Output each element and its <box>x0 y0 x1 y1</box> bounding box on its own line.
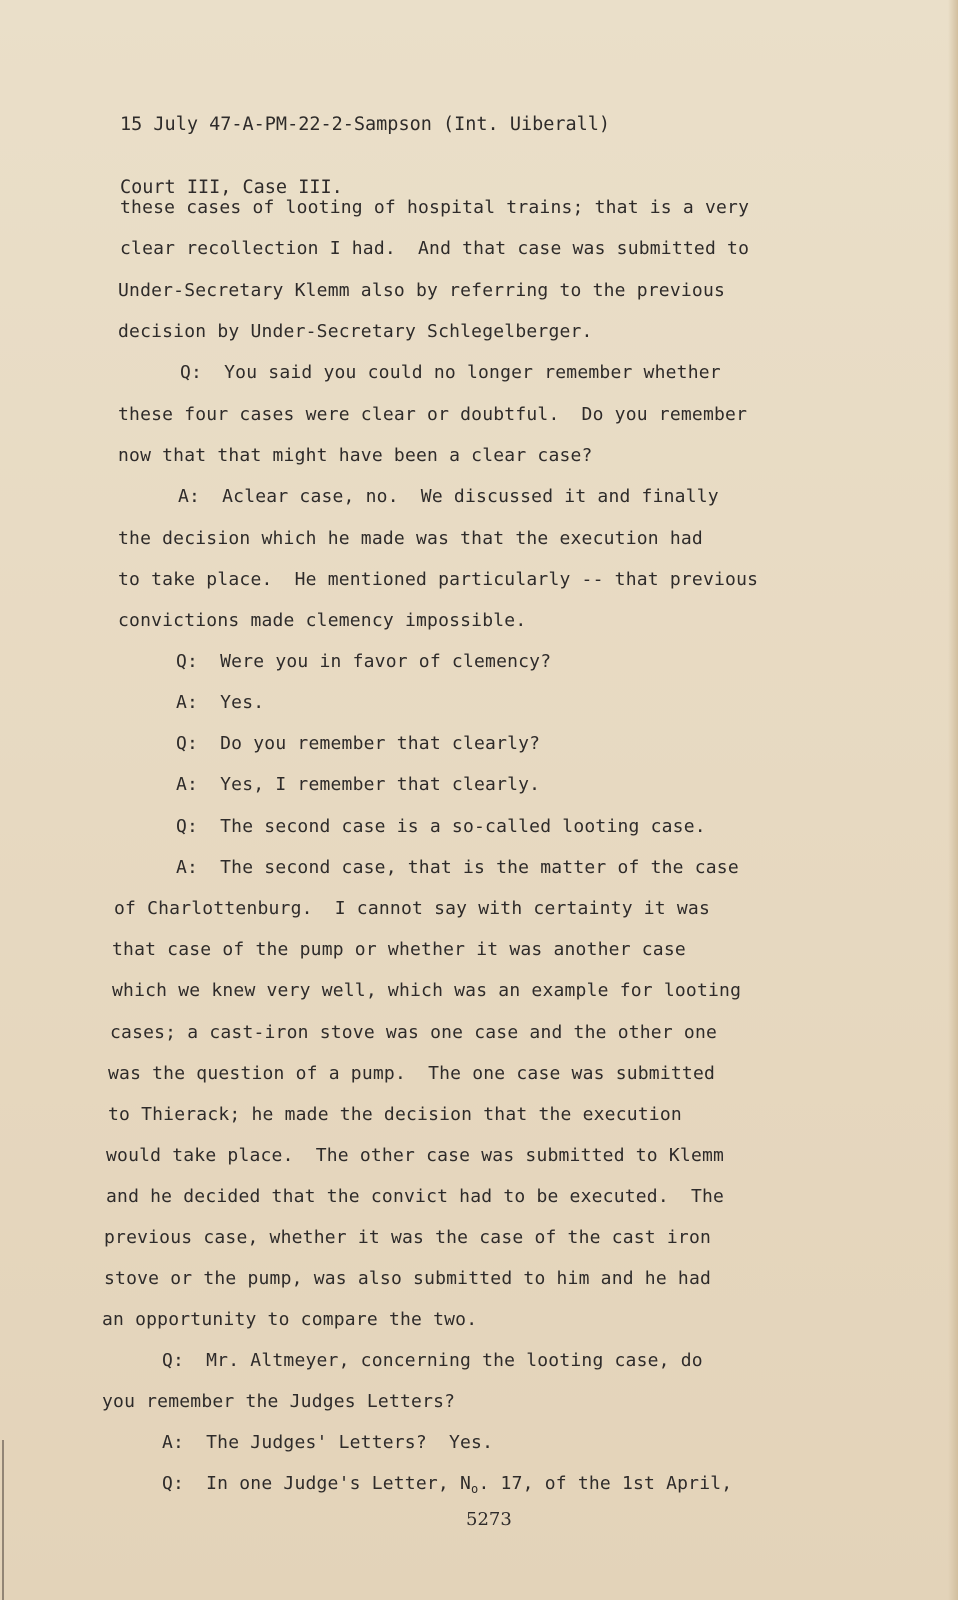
body-line: Q: You said you could no longer remember whether <box>180 362 721 383</box>
body-line: that case of the pump or whether it was another case <box>112 939 686 960</box>
body-line: A: The second case, that is the matter of the case <box>176 857 739 878</box>
body-line: Q: Do you remember that clearly? <box>176 733 541 754</box>
body-line: Under-Secretary Klemm also by referring to the previous <box>118 280 726 301</box>
body-line: Q: Mr. Altmeyer, concerning the looting case, do <box>162 1350 703 1371</box>
body-line: A: Yes, I remember that clearly. <box>176 774 541 795</box>
body-line: an opportunity to compare the two. <box>102 1309 478 1330</box>
header-line-2: Court III, Case III. <box>120 177 343 198</box>
body-line: A: Yes. <box>176 692 265 713</box>
body-line: to Thierack; he made the decision that the execution <box>108 1104 682 1125</box>
last-line-end: . 17, of the 1st April, <box>478 1473 733 1494</box>
body-line: stove or the pump, was also submitted to him and he had <box>104 1268 712 1289</box>
last-line-start: Q: In one Judge's Letter, N <box>162 1473 472 1494</box>
paper-crease <box>2 1440 4 1600</box>
body-line: was the question of a pump. The one case was submitted <box>108 1063 716 1084</box>
body-line: of Charlottenburg. I cannot say with certainty it was <box>114 898 710 919</box>
body-line: you remember the Judges Letters? <box>102 1391 456 1412</box>
body-line: A: Aclear case, no. We discussed it and finally <box>178 486 719 507</box>
body-line: Q: The second case is a so-called looting case. <box>176 816 706 837</box>
body-line-last <box>162 1474 732 1499</box>
body-line: the decision which he made was that the execution had <box>118 528 703 549</box>
body-line: to take place. He mentioned particularly -- that previous <box>118 569 759 590</box>
body-line: and he decided that the convict had to be executed. The <box>106 1186 725 1207</box>
page-number: 5273 <box>466 1509 512 1530</box>
body-line: which we knew very well, which was an example for looting <box>112 980 742 1001</box>
body-line: would take place. The other case was submitted to Klemm <box>106 1145 725 1166</box>
body-line: now that that might have been a clear case? <box>118 445 593 466</box>
body-line: convictions made clemency impossible. <box>118 610 527 631</box>
paper-edge <box>948 0 958 1600</box>
body-line: decision by Under-Secretary Schlegelberger. <box>118 321 593 342</box>
header-line-1: 15 July 47-A-PM-22-2-Sampson (Int. Uiberall) <box>120 114 611 135</box>
body-line: these cases of looting of hospital trains; that is a very <box>120 197 750 218</box>
body-line: A: The Judges' Letters? Yes. <box>162 1432 494 1453</box>
body-line: previous case, whether it was the case of the cast iron <box>104 1227 712 1248</box>
body-line: Q: Were you in favor of clemency? <box>176 651 552 672</box>
body-line: these four cases were clear or doubtful. Do you remember <box>118 404 748 425</box>
body-line: cases; a cast-iron stove was one case and the other one <box>110 1022 718 1043</box>
subscript-o: o <box>471 1482 479 1496</box>
body-line: clear recollection I had. And that case was submitted to <box>120 238 750 259</box>
